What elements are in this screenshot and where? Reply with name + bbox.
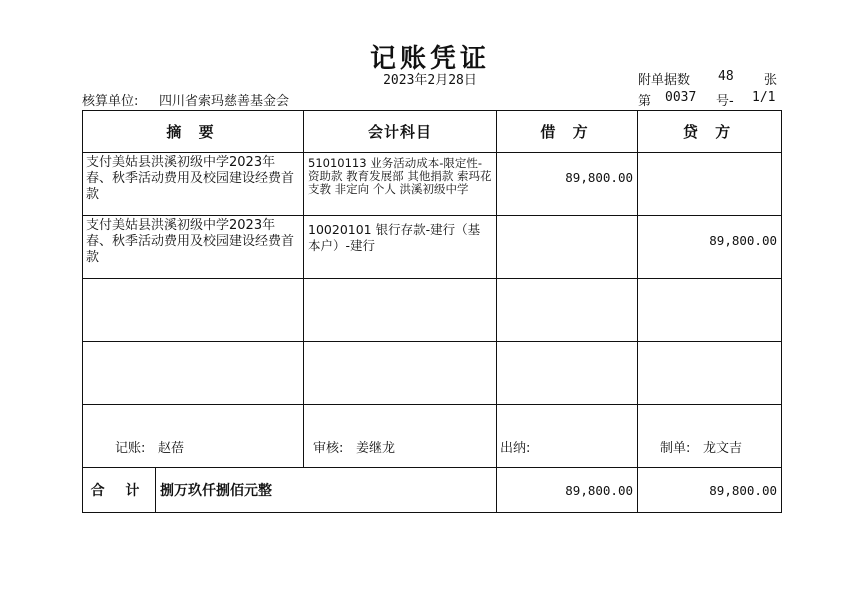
attachments-count: 48: [718, 69, 734, 84]
column-header-debit: 借 方: [497, 111, 638, 153]
entry-debit: 89,800.00: [497, 153, 638, 216]
total-label: 合 计: [83, 468, 156, 513]
table-row: [83, 405, 782, 468]
entry-credit: 89,800.00: [638, 216, 782, 279]
entry-debit: [497, 216, 638, 279]
entry-summary: 支付美姑县洪溪初级中学2023年春、秋季活动费用及校园建设经费首款: [83, 216, 304, 279]
voucher-no: 0037: [665, 90, 697, 105]
bookkeeper-label: 记账:: [115, 441, 146, 456]
entry-credit: [638, 342, 782, 405]
voucher-title: 记账凭证: [369, 44, 490, 74]
reviewer-label: 审核:: [313, 441, 344, 456]
entry-debit: [497, 342, 638, 405]
entry-account: [304, 405, 497, 468]
attachments-label: 附单据数: [638, 73, 691, 88]
entry-credit: [638, 153, 782, 216]
page-number: 1/1: [752, 90, 776, 105]
table-row: [83, 216, 782, 279]
reviewer-name: 姜继龙: [356, 441, 396, 456]
entry-credit: [638, 405, 782, 468]
unit-label: 核算单位:: [82, 94, 139, 109]
cashier-label: 出纳:: [500, 441, 531, 456]
entry-summary: 支付美姑县洪溪初级中学2023年春、秋季活动费用及校园建设经费首款: [83, 153, 304, 216]
entry-account: 51010113 业务活动成本-限定性-资助款 教育发展部 其他捐款 索玛花支教 非定向 个人 洪溪初级中学: [304, 153, 497, 216]
entry-account: [304, 342, 497, 405]
entry-account: 10020101 银行存款-建行（基本户）-建行: [304, 216, 497, 279]
entry-summary: [83, 279, 304, 342]
voucher-no-suffix: 号-: [716, 94, 734, 109]
table-header-row: [83, 111, 782, 153]
table-row: [83, 342, 782, 405]
entry-debit: [497, 405, 638, 468]
unit-name: 四川省索玛慈善基金会: [159, 94, 290, 109]
bookkeeper-name: 赵蓓: [158, 441, 185, 456]
total-debit: 89,800.00: [497, 468, 638, 513]
preparer-name: 龙文吉: [703, 441, 743, 456]
column-header-account: 会计科目: [304, 111, 497, 153]
table-row: [83, 153, 782, 216]
entry-debit: [497, 279, 638, 342]
voucher-date: 2023年2月28日: [383, 73, 477, 88]
column-header-summary: 摘 要: [83, 111, 304, 153]
preparer-label: 制单:: [660, 441, 691, 456]
column-header-credit: 贷 方: [638, 111, 782, 153]
table-row: [83, 279, 782, 342]
attachments-unit: 张: [764, 73, 778, 88]
entry-credit: [638, 279, 782, 342]
total-row: [83, 468, 782, 513]
total-credit: 89,800.00: [638, 468, 782, 513]
entry-summary: [83, 342, 304, 405]
entry-account: [304, 279, 497, 342]
voucher-no-prefix: 第: [638, 94, 652, 109]
entry-summary: [83, 405, 304, 468]
total-amount-in-words: 捌万玖仟捌佰元整: [156, 468, 497, 513]
